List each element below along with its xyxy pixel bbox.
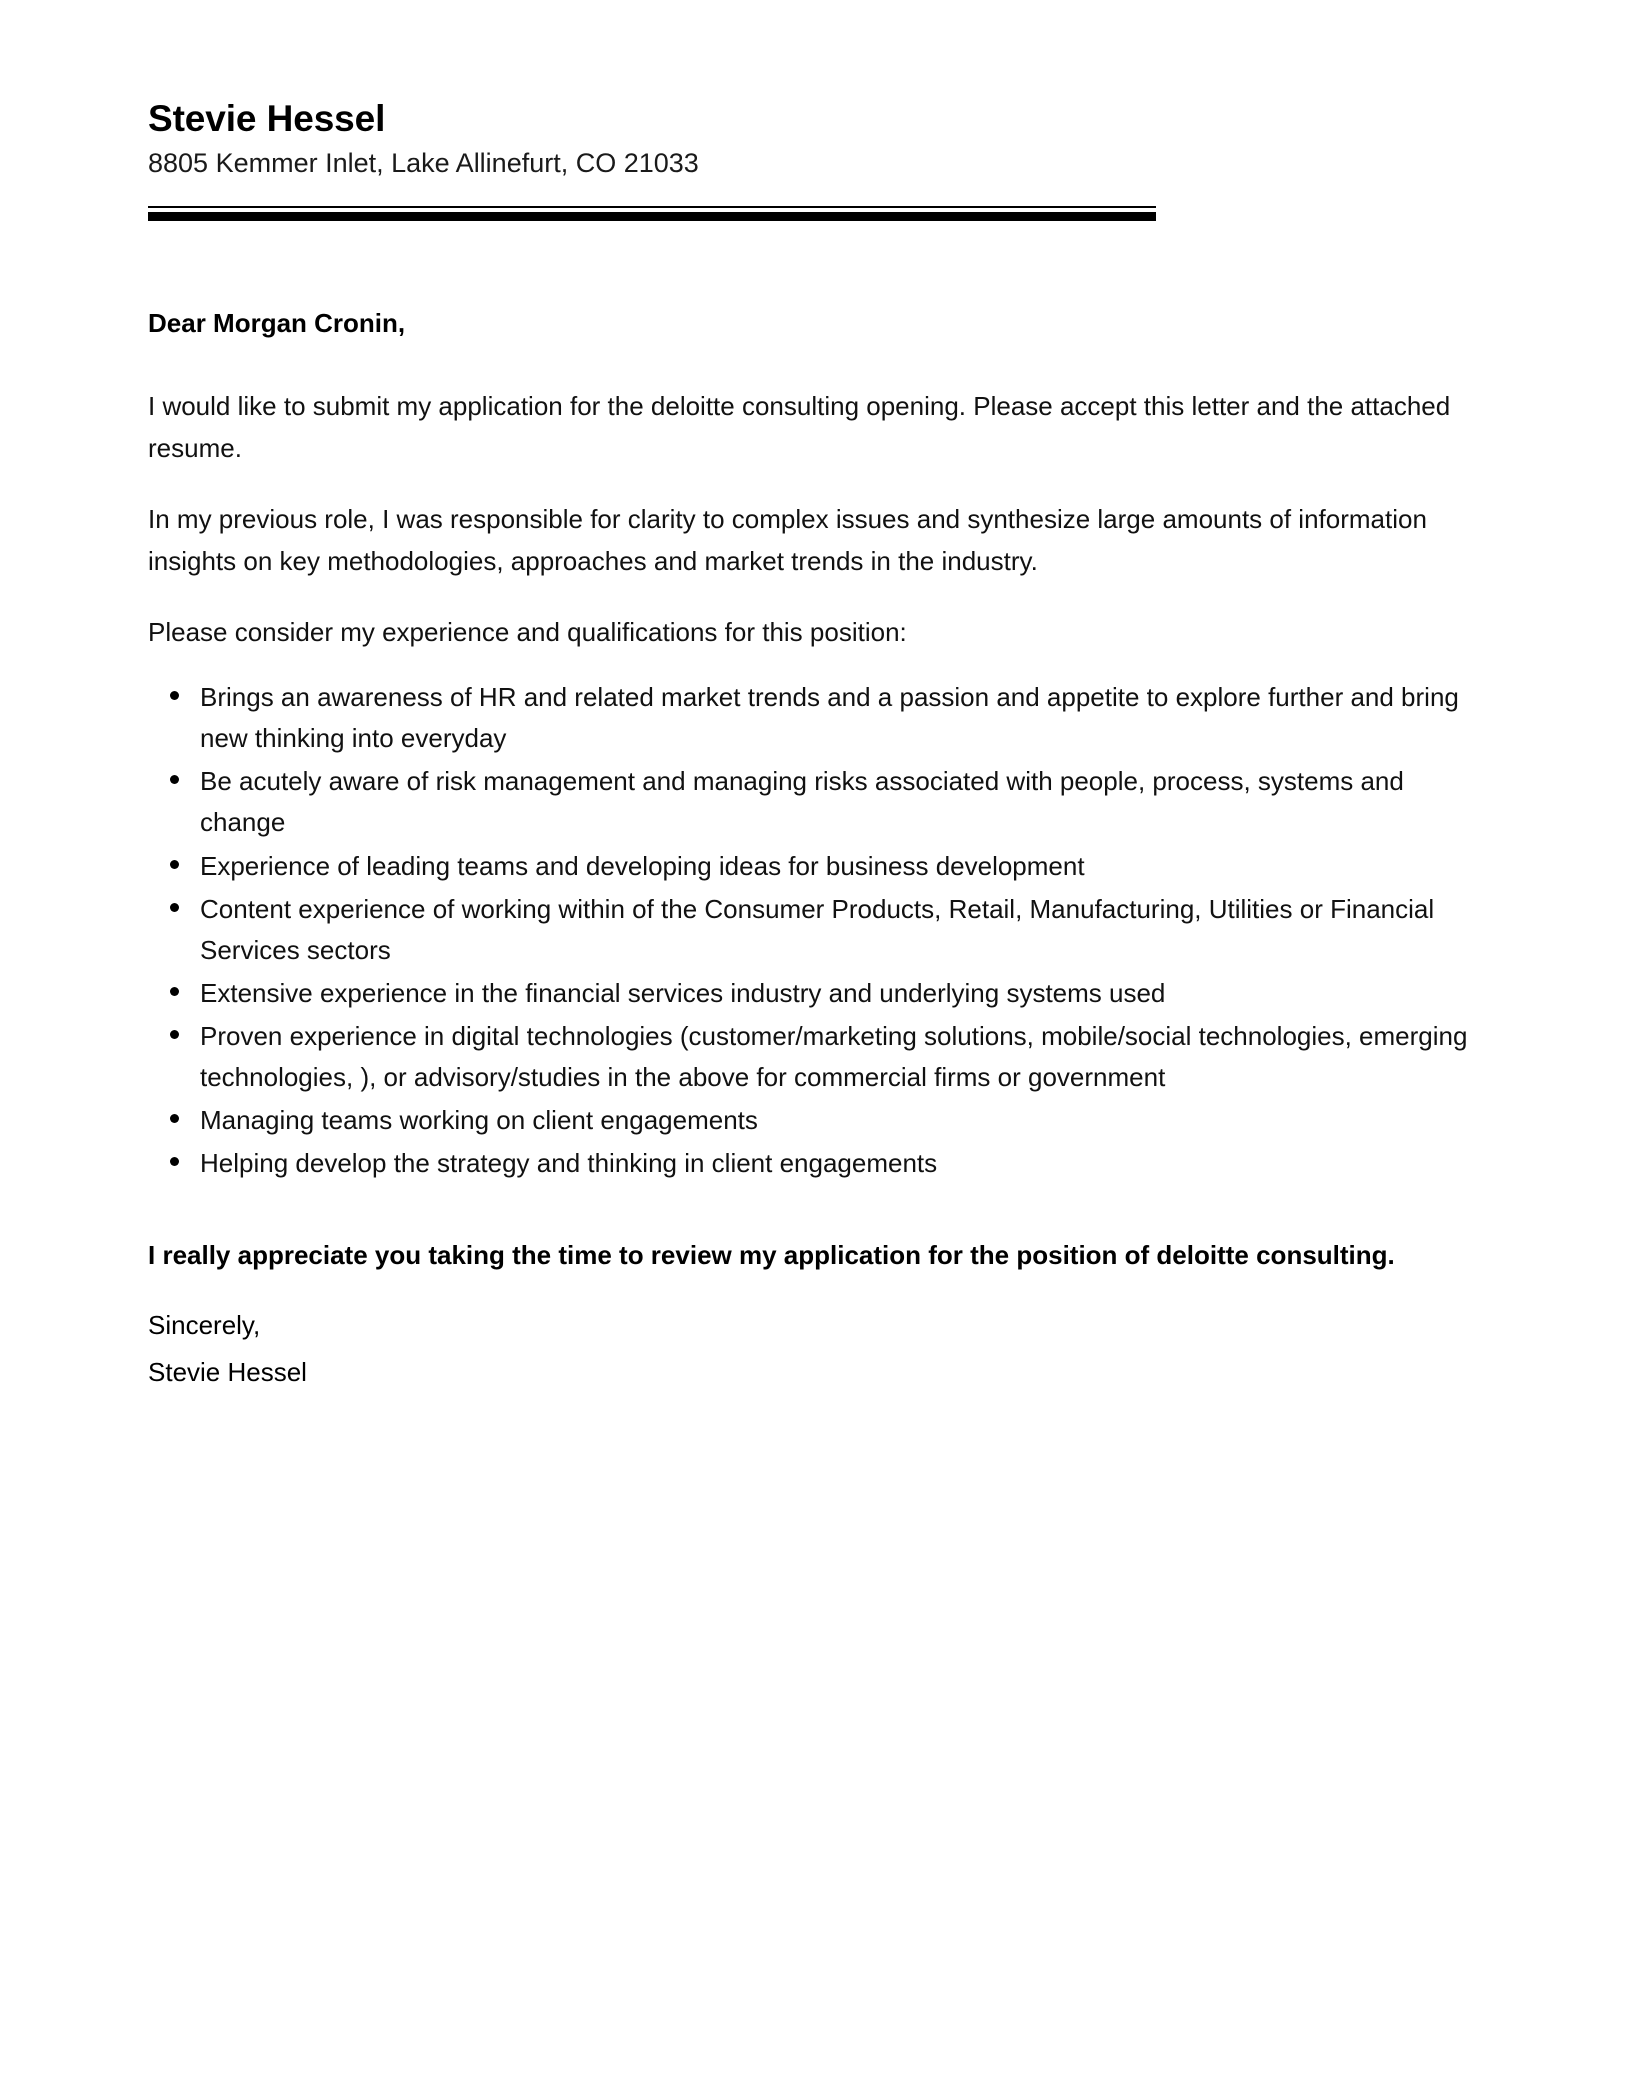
body-paragraph-2: In my previous role, I was responsible for clarity to complex issues and synthesize large amounts of information insights on key methodologies, approaches and market trends in the industry. <box>148 503 1427 576</box>
letter-content <box>148 96 1478 1393</box>
list-item-text: Be acutely aware of risk management and managing risks associated with people, process, systems and change <box>200 766 1404 838</box>
list-item <box>148 677 1468 759</box>
list-item-text: Helping develop the strategy and thinking in client engagements <box>200 1148 938 1179</box>
bullet-icon <box>170 775 179 784</box>
list-item-text: Experience of leading teams and developing ideas for business development <box>200 850 1085 881</box>
header-divider <box>148 206 1156 221</box>
list-item-text: Extensive experience in the financial services industry and underlying systems used <box>200 977 1166 1008</box>
list-item <box>148 1100 1468 1141</box>
divider-thick-line <box>148 212 1156 221</box>
sender-address: 8805 Kemmer Inlet, Lake Allinefurt, CO 21033 <box>148 148 699 179</box>
list-item <box>148 973 1468 1014</box>
sender-name: Stevie Hessel <box>148 98 386 139</box>
valediction: Sincerely, <box>148 1310 261 1341</box>
letter-body <box>148 307 1468 1393</box>
qualifications-lead-in: Please consider my experience and qualifications for this position: <box>148 617 907 648</box>
bullet-icon <box>170 903 179 912</box>
list-item <box>148 761 1468 843</box>
salutation: Dear Morgan Cronin, <box>148 307 406 338</box>
list-item <box>148 846 1468 887</box>
list-item-text: Proven experience in digital technologies (customer/marketing solutions, mobile/social technologies, emerging technologies, ), or advisory/studies in the above for commercial firms or government <box>200 1020 1468 1092</box>
body-paragraph-1: I would like to submit my application for the deloitte consulting opening. Please accept this letter and the attached resume. <box>148 390 1451 463</box>
bullet-icon <box>170 1157 179 1166</box>
list-item <box>148 889 1468 971</box>
list-item-text: Brings an awareness of HR and related market trends and a passion and appetite to explore further and bring new thinking into everyday <box>200 682 1459 754</box>
bullet-icon <box>170 1030 179 1039</box>
bullet-icon <box>170 691 179 700</box>
signoff-block <box>148 1305 1468 1393</box>
closing-statement: I really appreciate you taking the time to review my application for the position of deloitte consulting. <box>148 1240 1395 1271</box>
bullet-icon <box>170 860 179 869</box>
letterhead <box>148 96 1478 181</box>
list-item <box>148 1016 1468 1098</box>
qualifications-list <box>148 677 1468 1184</box>
signature-name: Stevie Hessel <box>148 1357 307 1388</box>
bullet-icon <box>170 987 179 996</box>
list-item-text: Managing teams working on client engagements <box>200 1105 758 1135</box>
bullet-icon <box>170 1114 179 1123</box>
list-item-text: Content experience of working within of the Consumer Products, Retail, Manufacturing, Utilities or Financial Services sectors <box>200 893 1435 965</box>
list-item <box>148 1143 1468 1184</box>
